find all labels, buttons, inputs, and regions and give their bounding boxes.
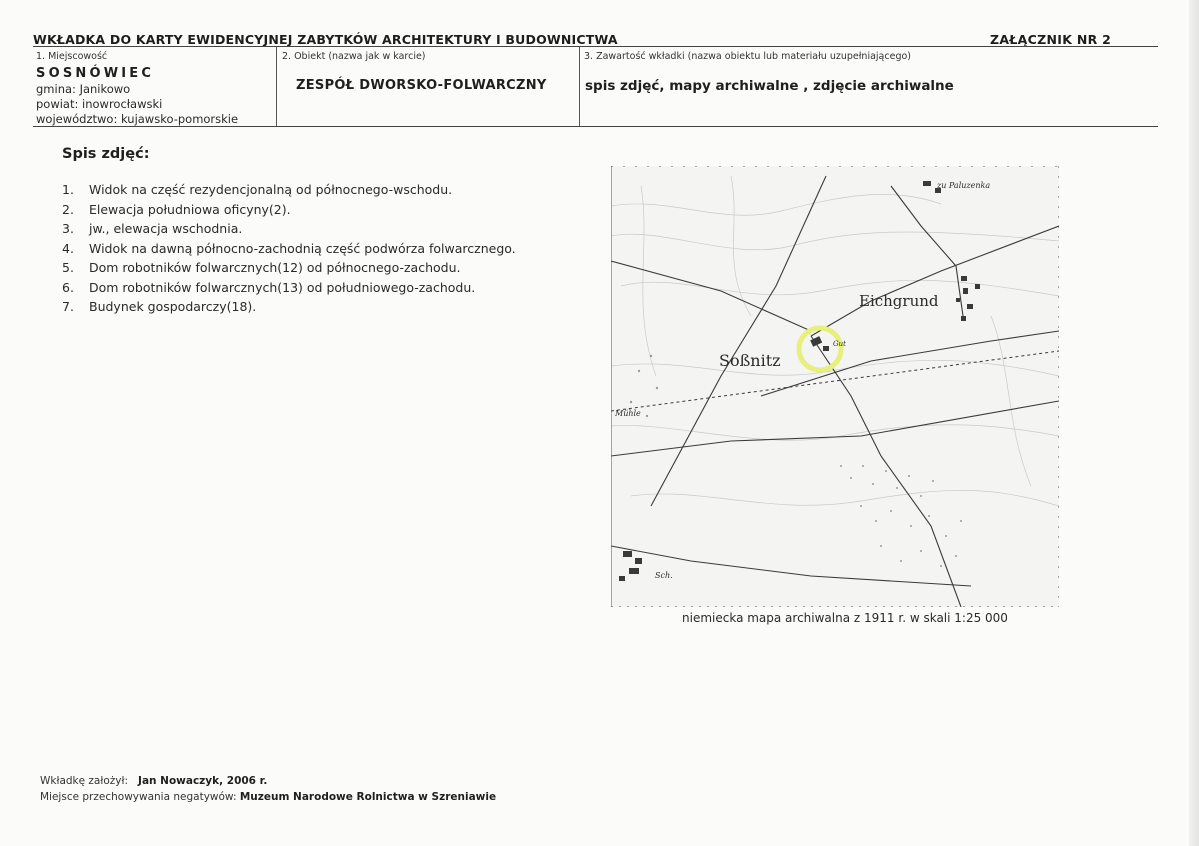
map-label-sch: Sch. bbox=[655, 571, 673, 580]
column-divider-2 bbox=[579, 47, 580, 126]
map-buildings bbox=[619, 181, 980, 581]
location-label: 1. Miejscowość bbox=[36, 51, 108, 62]
founder-line bbox=[40, 775, 267, 787]
list-item: 7. Budynek gospodarczy(18). bbox=[62, 299, 257, 314]
header-rule-top bbox=[33, 46, 1158, 47]
map-roads bbox=[611, 176, 1059, 607]
location-wojewodztwo: województwo: kujawsko-pomorskie bbox=[36, 112, 239, 126]
list-item: 6. Dom robotników folwarcznych(13) od południowego-zachodu. bbox=[62, 279, 476, 295]
location-powiat: powiat: inowrocławski bbox=[36, 97, 163, 111]
archival-map bbox=[611, 166, 1059, 607]
map-label-paluzenka: zu Paluzenka bbox=[937, 181, 991, 190]
founder-label: Wkładkę założył: bbox=[40, 775, 129, 787]
map-label-muhle: Mühle bbox=[615, 409, 641, 418]
content-label: 3. Zawartość wkładki (nazwa obiektu lub materiału uzupełniającego) bbox=[584, 51, 911, 62]
map-frame-ticks bbox=[611, 166, 1059, 607]
list-item: 4. Widok na dawną północno-zachodnią część podwórza folwarcznego. bbox=[62, 240, 516, 256]
document-title: WKŁADKA DO KARTY EWIDENCYJNEJ ZABYTKÓW ARCHITEKTURY I BUDOWNICTWA bbox=[33, 32, 618, 47]
annex-number: ZAŁĄCZNIK NR 2 bbox=[990, 32, 1112, 47]
map-label-sossnitz: Soßnitz bbox=[719, 351, 781, 370]
object-name: ZESPÓŁ DWORSKO-FOLWARCZNY bbox=[296, 78, 547, 93]
founder-value: Jan Nowaczyk, 2006 r. bbox=[138, 775, 268, 787]
storage-line bbox=[40, 791, 496, 803]
map-label-eichgrund: Eichgrund bbox=[859, 292, 939, 310]
list-item: 2. Elewacja południowa oficyny(2). bbox=[62, 201, 291, 217]
list-item: 1. Widok na część rezydencjonalną od północnego-wschodu. bbox=[62, 182, 453, 197]
list-item: 5. Dom robotników folwarcznych(12) od północnego-zachodu. bbox=[62, 260, 461, 275]
storage-label: Miejsce przechowywania negatywów: bbox=[40, 791, 237, 803]
map-drawing bbox=[611, 166, 1059, 607]
page-edge bbox=[1189, 0, 1199, 846]
object-label: 2. Obiekt (nazwa jak w karcie) bbox=[282, 51, 426, 62]
header-rule-bottom bbox=[33, 126, 1158, 127]
location-name: SOSNÓWIEC bbox=[36, 66, 155, 81]
content-value: spis zdjęć, mapy archiwalne , zdjęcie archiwalne bbox=[585, 78, 954, 94]
photo-list bbox=[62, 180, 516, 317]
column-divider-1 bbox=[276, 47, 277, 126]
map-caption: niemiecka mapa archiwalna z 1911 r. w skali 1:25 000 bbox=[682, 611, 1008, 625]
list-item: 3. jw., elewacja wschodnia. bbox=[62, 221, 243, 236]
location-gmina: gmina: Janikowo bbox=[36, 82, 131, 96]
photo-list-title: Spis zdjęć: bbox=[62, 146, 150, 162]
storage-value: Muzeum Narodowe Rolnictwa w Szreniawie bbox=[239, 791, 497, 803]
map-label-gut: Gut bbox=[833, 340, 846, 348]
